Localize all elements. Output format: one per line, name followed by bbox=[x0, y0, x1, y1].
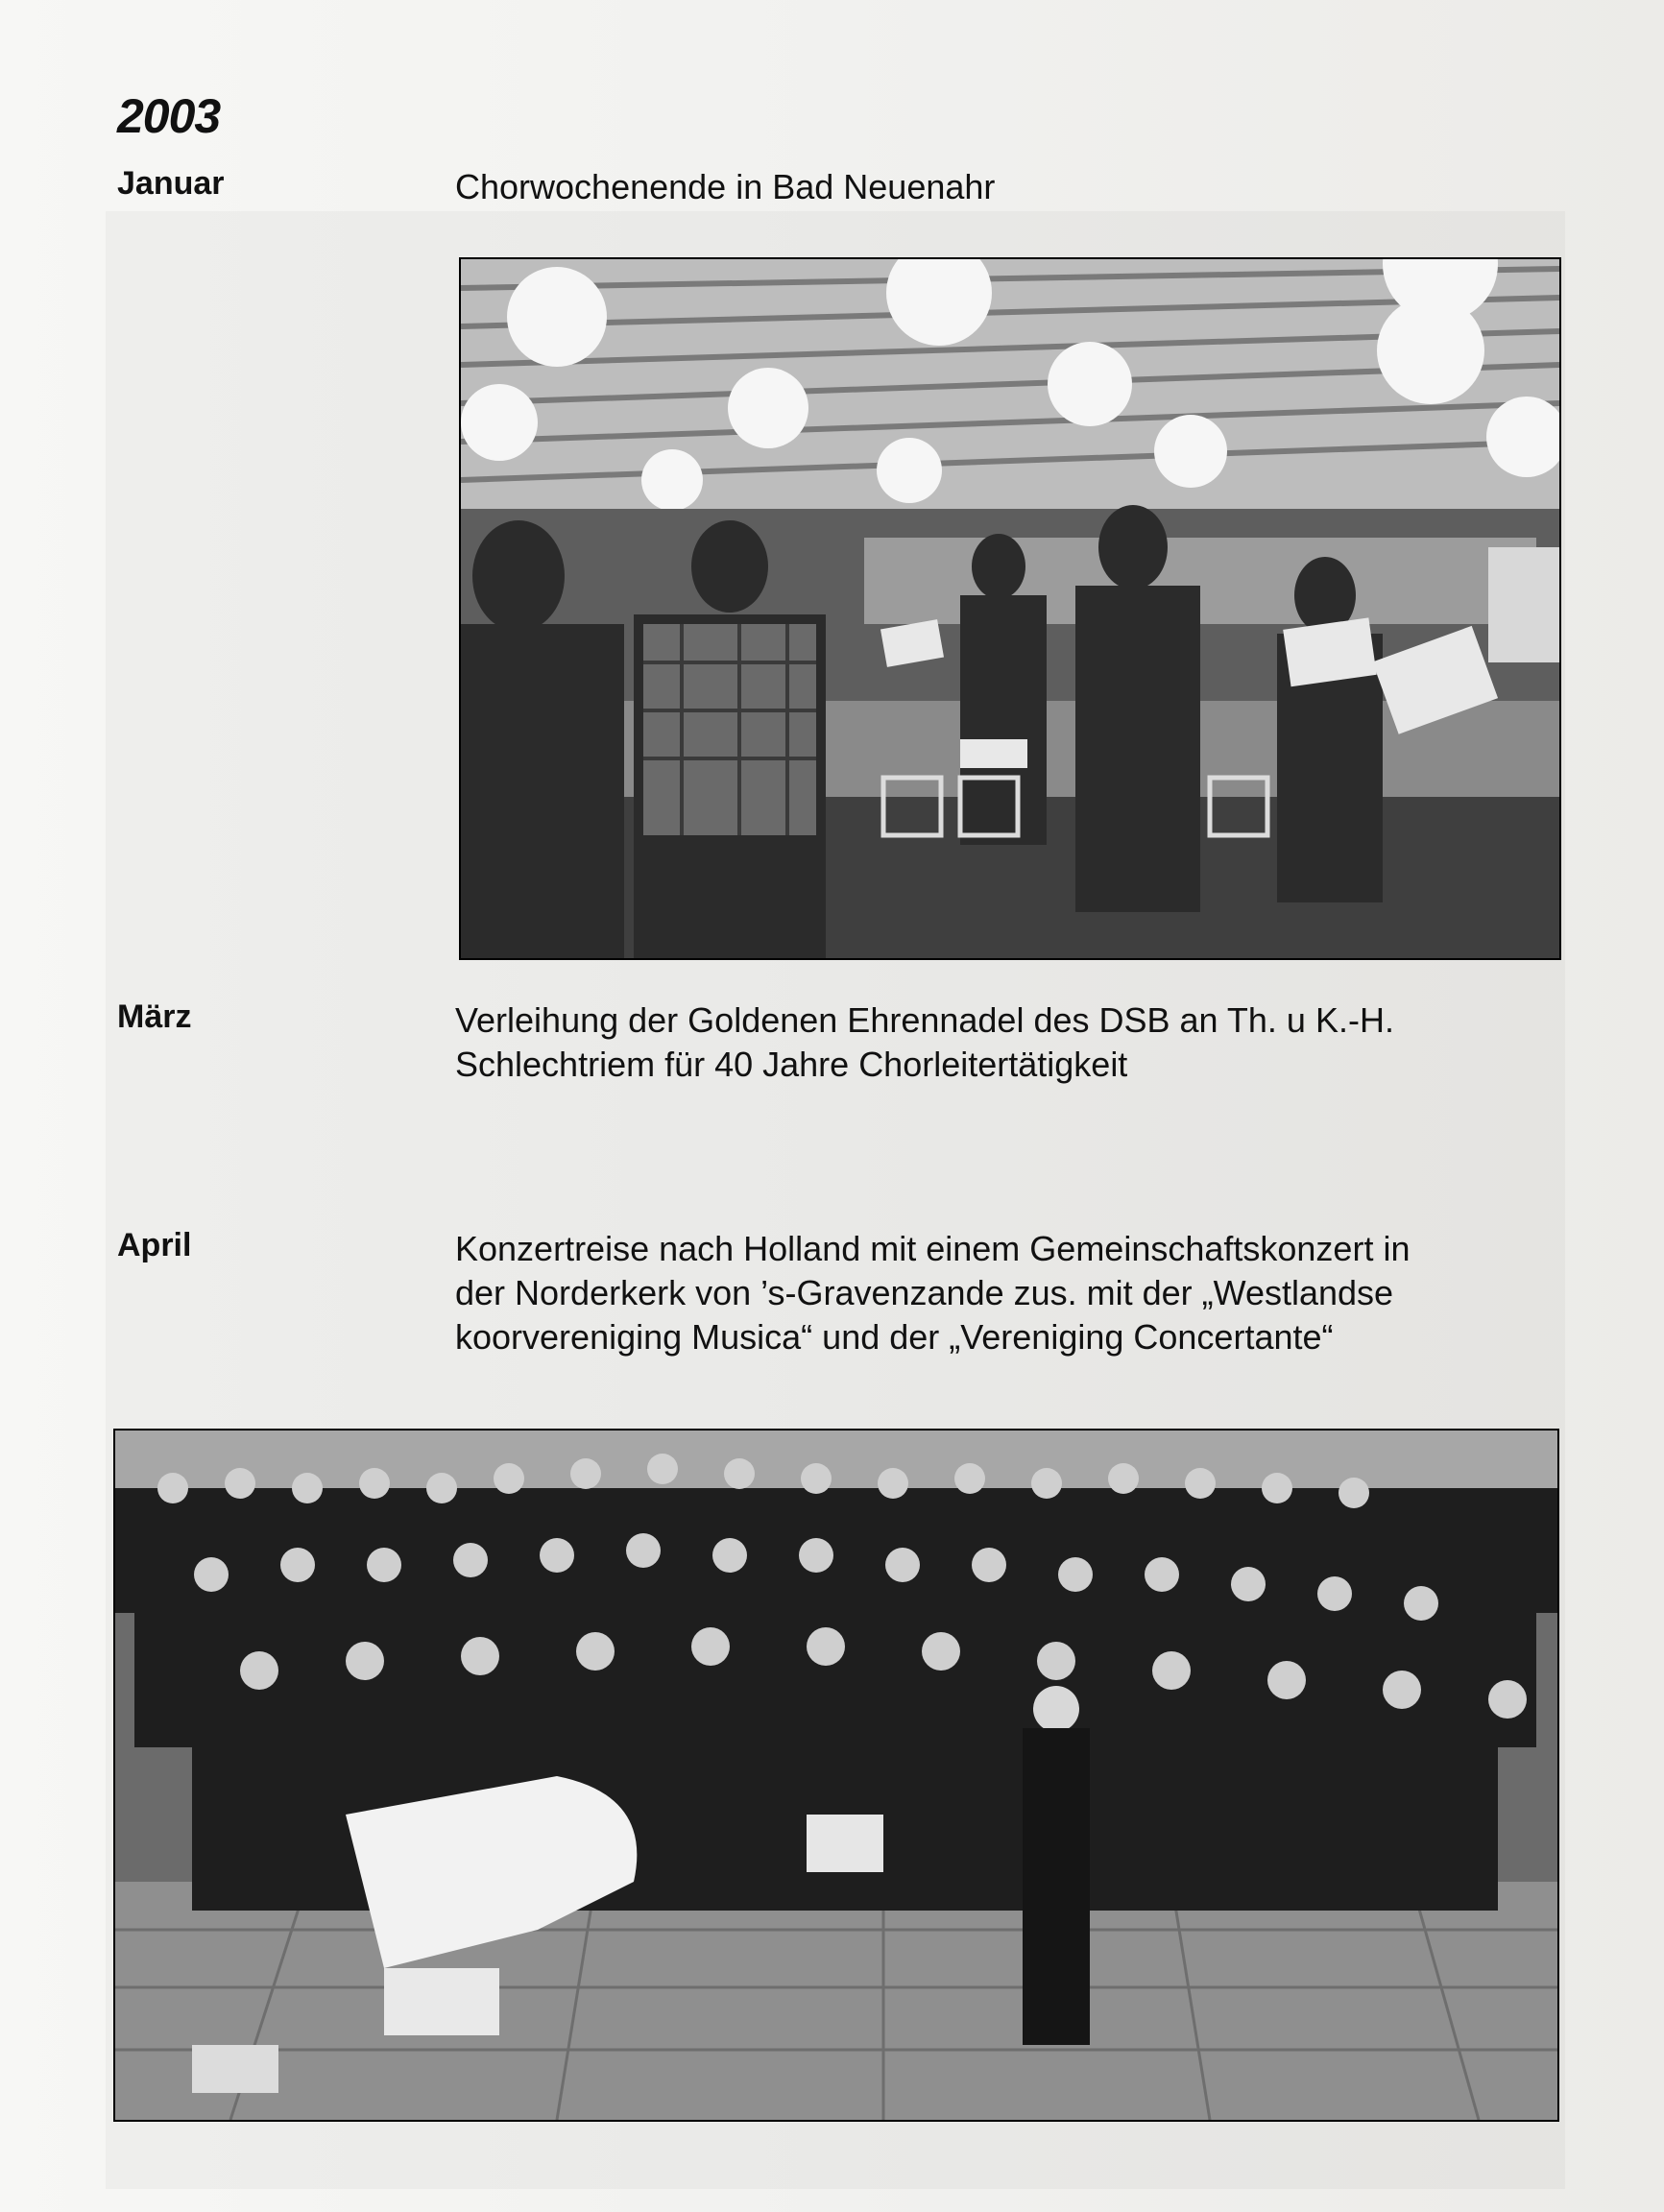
month-april: April bbox=[117, 1227, 192, 1263]
entry-april-text bbox=[455, 1227, 1588, 1359]
entry-line: der Norderkerk von ’s-Gravenzande zus. mit der „Westlandse bbox=[455, 1273, 1394, 1312]
concert-photo bbox=[113, 1429, 1559, 2122]
entry-maerz-text bbox=[455, 998, 1588, 1087]
entry-line: Chorwochenende in Bad Neuenahr bbox=[455, 167, 996, 206]
rehearsal-photo bbox=[459, 257, 1561, 960]
month-maerz: März bbox=[117, 998, 192, 1035]
entry-line: koorvereniging Musica“ und der „Vereniging Concertante“ bbox=[455, 1317, 1334, 1357]
entry-line: Konzertreise nach Holland mit einem Gemeinschaftskonzert in bbox=[455, 1229, 1411, 1268]
entry-line: Schlechtriem für 40 Jahre Chorleitertätigkeit bbox=[455, 1045, 1128, 1084]
entry-line: Verleihung der Goldenen Ehrennadel des DSB an Th. u K.-H. bbox=[455, 1000, 1394, 1040]
entry-januar-text bbox=[455, 165, 1588, 209]
year-heading: 2003 bbox=[117, 89, 221, 143]
month-januar: Januar bbox=[117, 165, 225, 202]
